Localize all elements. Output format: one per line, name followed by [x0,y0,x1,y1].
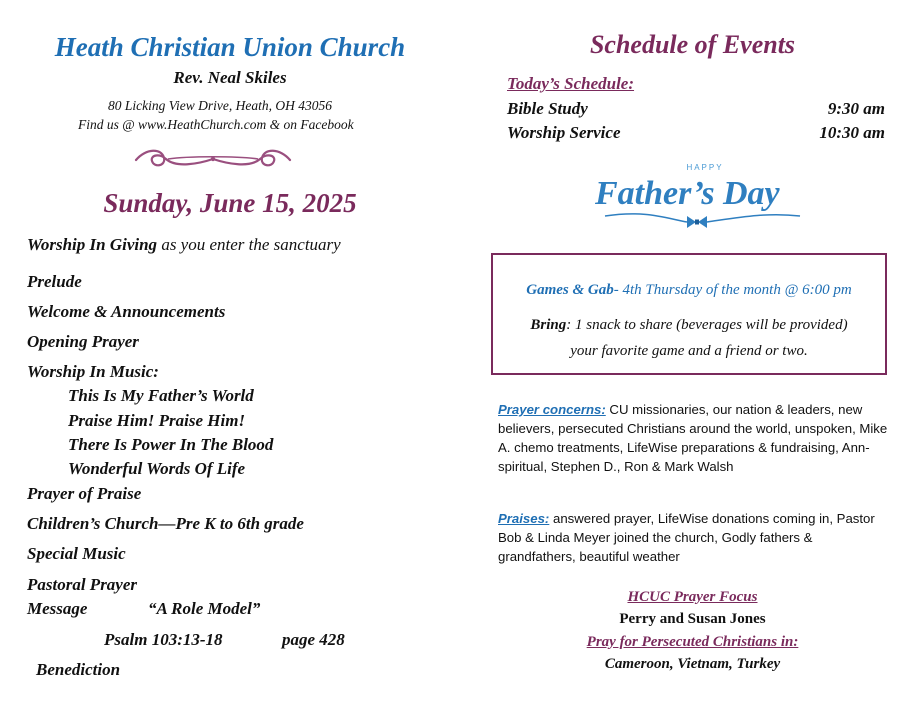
games-line [493,282,885,299]
praises-text: answered prayer, LifeWise donations coming in, Pastor Bob & Linda Meyer joined the church, Godly fathers & grandfathers, beautiful weather [498,511,875,564]
song-item: This Is My Father’s World [68,386,254,405]
message-title: “A Role Model” [148,599,261,618]
order-prayer-of-praise: Prayer of Praise [27,484,142,503]
song-item: Wonderful Words Of Life [68,459,246,478]
order-childrens-church: Children’s Church—Pre K to 6th grade [27,514,304,533]
fathers-day-fathers: Father’s [595,175,715,212]
pastor-name: Rev. Neal Skiles [173,68,287,87]
song-item: Praise Him! Praise Him! [68,411,246,430]
schedule-time: 9:30 am [827,99,885,118]
games-label: Games & Gab [526,282,614,298]
praises-label: Praises: [498,511,550,526]
church-name: Heath Christian Union Church [54,32,406,62]
schedule-row [507,123,885,143]
schedule-event: Bible Study [507,99,588,118]
order-special-music: Special Music [27,544,126,563]
games-text: - 4th Thursday of the month @ 6:00 pm [613,282,852,298]
church-address: 80 Licking View Drive, Heath, OH 43056 [108,98,332,113]
scripture-reference: Psalm 103:13-18 [104,630,223,649]
giving-text: as you enter the sanctuary [157,235,341,254]
order-benediction: Benediction [36,660,121,679]
bring-line [493,317,885,334]
prayer-focus-names: Perry and Susan Jones [619,611,766,627]
service-date: Sunday, June 15, 2025 [103,188,357,218]
order-worship-music: Worship In Music: [27,362,159,381]
persecuted-title: Pray for Persecuted Christians in: [586,634,799,650]
games-and-gab-box [491,253,887,375]
scripture-page: page 428 [282,630,345,649]
order-opening-prayer: Opening Prayer [27,332,139,351]
praises [498,509,893,566]
flourish-divider-icon [128,144,298,174]
todays-schedule-label: Today’s Schedule: [507,74,635,93]
prayer-concerns [498,400,893,476]
fathers-day-happy: HAPPY [686,163,724,172]
order-prelude: Prelude [27,272,82,291]
schedule-title: Schedule of Events [589,30,796,59]
song-item: There Is Power In The Blood [68,435,274,454]
find-us-line: Find us @ www.HeathChurch.com & on Facebook [78,117,354,132]
fathers-day-graphic [595,158,815,238]
schedule-event: Worship Service [507,123,621,142]
prayer-concerns-label: Prayer concerns: [498,402,606,417]
bring-label: Bring [530,317,567,333]
prayer-focus-title: HCUC Prayer Focus [627,589,758,605]
bring-text: : 1 snack to share (beverages will be provided) [566,317,848,333]
schedule-row [507,99,885,119]
order-message-label: Message [27,599,88,618]
bring-line-2: your favorite game and a friend or two. [570,343,808,359]
giving-label: Worship In Giving [27,235,158,254]
order-pastoral-prayer: Pastoral Prayer [27,575,138,594]
bow-tie-icon [687,216,707,228]
worship-giving-line [27,235,341,255]
schedule-time: 10:30 am [819,123,885,142]
prayer-concerns-text: CU missionaries, our nation & leaders, new believers, persecuted Christians around the world, unspoken, Mike A. chemo treatments, LifeWise preparations & fundraising, Ann-spiritual, Stephen D., Ron & Mark Walsh [498,402,888,474]
fathers-day-day: Day [723,175,780,212]
persecuted-countries: Cameroon, Vietnam, Turkey [604,656,781,672]
order-welcome: Welcome & Announcements [27,302,226,321]
